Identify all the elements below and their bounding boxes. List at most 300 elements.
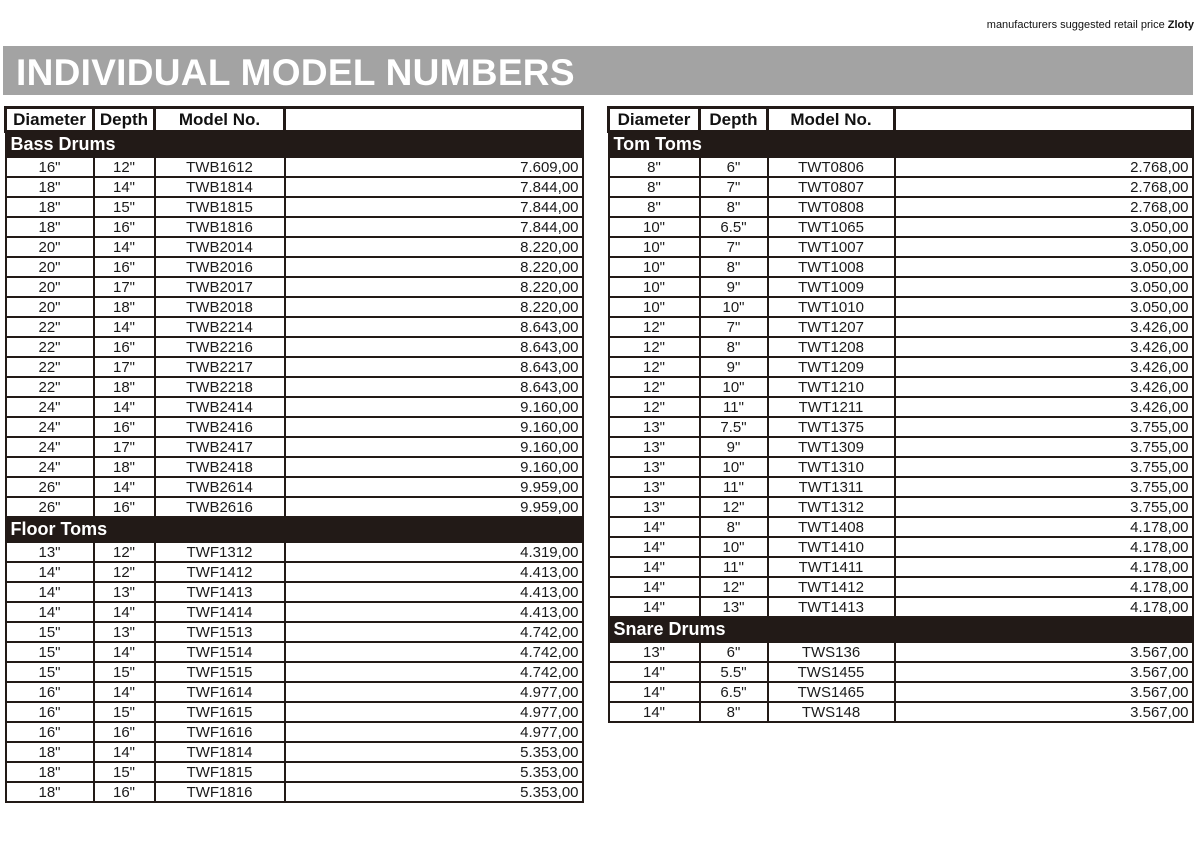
price-cell: 4.178,00	[895, 517, 1193, 537]
diameter-cell: 18"	[6, 782, 94, 802]
diameter-cell: 18"	[6, 742, 94, 762]
diameter-cell: 10"	[609, 237, 700, 257]
price-cell: 3.426,00	[895, 357, 1193, 377]
price-cell: 8.643,00	[285, 357, 583, 377]
price-cell: 4.178,00	[895, 597, 1193, 617]
header-row	[6, 108, 583, 132]
table-row	[609, 557, 1193, 577]
diameter-cell: 10"	[609, 257, 700, 277]
model-number-cell: TWB2216	[155, 337, 285, 357]
table-row	[609, 702, 1193, 722]
table-row	[6, 622, 583, 642]
price-cell: 5.353,00	[285, 782, 583, 802]
price-cell: 3.426,00	[895, 377, 1193, 397]
depth-cell: 7"	[700, 317, 768, 337]
depth-cell: 14"	[94, 642, 155, 662]
depth-cell: 6.5"	[700, 217, 768, 237]
price-cell: 3.567,00	[895, 702, 1193, 722]
model-number-cell: TWT1211	[768, 397, 895, 417]
table-row	[6, 217, 583, 237]
depth-cell: 11"	[700, 557, 768, 577]
price-cell: 3.050,00	[895, 217, 1193, 237]
diameter-cell: 18"	[6, 217, 94, 237]
model-number-cell: TWT1309	[768, 437, 895, 457]
depth-cell: 11"	[700, 397, 768, 417]
model-number-cell: TWB2616	[155, 497, 285, 517]
depth-cell: 8"	[700, 702, 768, 722]
model-number-cell: TWB1612	[155, 157, 285, 177]
depth-cell: 6.5"	[700, 682, 768, 702]
table-row	[6, 702, 583, 722]
depth-cell: 16"	[94, 782, 155, 802]
table-row	[6, 197, 583, 217]
model-number-cell: TWB2016	[155, 257, 285, 277]
price-cell: 7.609,00	[285, 157, 583, 177]
model-number-cell: TWB1816	[155, 217, 285, 237]
price-cell: 2.768,00	[895, 157, 1193, 177]
table-row	[6, 177, 583, 197]
model-number-cell: TWB2018	[155, 297, 285, 317]
depth-cell: 16"	[94, 337, 155, 357]
currency-label: Zloty	[1167, 19, 1194, 31]
depth-cell: 12"	[94, 542, 155, 562]
diameter-cell: 20"	[6, 257, 94, 277]
table-row	[6, 682, 583, 702]
diameter-cell: 14"	[609, 537, 700, 557]
section-header-row	[6, 517, 583, 542]
table-row	[6, 722, 583, 742]
price-cell: 3.755,00	[895, 457, 1193, 477]
table-row	[609, 662, 1193, 682]
price-cell: 4.977,00	[285, 722, 583, 742]
left-table-body	[6, 132, 583, 803]
table-row	[6, 277, 583, 297]
price-cell: 4.178,00	[895, 577, 1193, 597]
table-row	[609, 377, 1193, 397]
price-cell: 8.643,00	[285, 317, 583, 337]
price-header	[895, 108, 1193, 132]
depth-cell: 17"	[94, 437, 155, 457]
table-row	[6, 397, 583, 417]
diameter-cell: 14"	[609, 702, 700, 722]
price-cell: 8.220,00	[285, 297, 583, 317]
price-header	[285, 108, 583, 132]
diameter-cell: 13"	[609, 457, 700, 477]
table-row	[6, 582, 583, 602]
diameter-cell: 18"	[6, 762, 94, 782]
diameter-cell: 8"	[609, 197, 700, 217]
price-cell: 7.844,00	[285, 177, 583, 197]
depth-cell: 18"	[94, 297, 155, 317]
model-number-cell: TWF1514	[155, 642, 285, 662]
table-row	[609, 537, 1193, 557]
model-number-cell: TWT1412	[768, 577, 895, 597]
section-header-row	[609, 132, 1193, 158]
model-number-cell: TWT1375	[768, 417, 895, 437]
table-row	[609, 477, 1193, 497]
table-row	[6, 542, 583, 562]
price-cell: 7.844,00	[285, 197, 583, 217]
model-number-cell: TWB1814	[155, 177, 285, 197]
depth-cell: 9"	[700, 357, 768, 377]
table-row	[6, 642, 583, 662]
depth-cell: 17"	[94, 277, 155, 297]
depth-cell: 5.5"	[700, 662, 768, 682]
depth-cell: 8"	[700, 517, 768, 537]
model-number-cell: TWF1413	[155, 582, 285, 602]
table-row	[609, 597, 1193, 617]
table-row	[6, 297, 583, 317]
model-number-cell: TWB2614	[155, 477, 285, 497]
price-cell: 9.959,00	[285, 477, 583, 497]
price-cell: 3.755,00	[895, 477, 1193, 497]
depth-cell: 10"	[700, 537, 768, 557]
table-row	[6, 357, 583, 377]
price-cell: 3.755,00	[895, 417, 1193, 437]
model-number-cell: TWF1614	[155, 682, 285, 702]
model-number-cell: TWT1411	[768, 557, 895, 577]
diameter-cell: 16"	[6, 702, 94, 722]
model-number-cell: TWB2014	[155, 237, 285, 257]
depth-cell: 7"	[700, 237, 768, 257]
header-row	[609, 108, 1193, 132]
price-cell: 8.220,00	[285, 257, 583, 277]
table-row	[609, 497, 1193, 517]
depth-cell: 7"	[700, 177, 768, 197]
diameter-cell: 24"	[6, 457, 94, 477]
price-cell: 3.426,00	[895, 337, 1193, 357]
price-cell: 8.643,00	[285, 377, 583, 397]
depth-cell: 16"	[94, 417, 155, 437]
table-row	[609, 257, 1193, 277]
price-cell: 2.768,00	[895, 197, 1193, 217]
price-cell: 3.755,00	[895, 437, 1193, 457]
diameter-cell: 26"	[6, 477, 94, 497]
price-cell: 5.353,00	[285, 762, 583, 782]
diameter-cell: 13"	[6, 542, 94, 562]
model-number-cell: TWB2417	[155, 437, 285, 457]
depth-cell: 15"	[94, 762, 155, 782]
diameter-cell: 22"	[6, 377, 94, 397]
section-title: Tom Toms	[609, 132, 1193, 158]
price-cell: 4.178,00	[895, 557, 1193, 577]
table-row	[6, 417, 583, 437]
model-number-cell: TWB2017	[155, 277, 285, 297]
depth-cell: 7.5"	[700, 417, 768, 437]
depth-cell: 14"	[94, 477, 155, 497]
model-number-cell: TWS148	[768, 702, 895, 722]
model-number-cell: TWF1412	[155, 562, 285, 582]
depth-cell: 14"	[94, 397, 155, 417]
depth-cell: 9"	[700, 437, 768, 457]
model-number-cell: TWF1513	[155, 622, 285, 642]
depth-cell: 14"	[94, 177, 155, 197]
table-row	[6, 602, 583, 622]
price-cell: 9.160,00	[285, 397, 583, 417]
depth-cell: 15"	[94, 662, 155, 682]
diameter-cell: 13"	[609, 477, 700, 497]
model-number-cell: TWT1207	[768, 317, 895, 337]
table-row	[609, 317, 1193, 337]
depth-cell: 13"	[700, 597, 768, 617]
table-row	[609, 297, 1193, 317]
diameter-cell: 24"	[6, 397, 94, 417]
model-number-cell: TWT1413	[768, 597, 895, 617]
diameter-cell: 18"	[6, 177, 94, 197]
diameter-cell: 12"	[609, 337, 700, 357]
depth-cell: 12"	[94, 562, 155, 582]
model-number-cell: TWS1455	[768, 662, 895, 682]
model-number-cell: TWB2418	[155, 457, 285, 477]
model-number-cell: TWT1209	[768, 357, 895, 377]
section-header-row	[609, 617, 1193, 642]
model-number-cell: TWT1008	[768, 257, 895, 277]
model-number-cell: TWB2214	[155, 317, 285, 337]
depth-cell: 10"	[700, 457, 768, 477]
table-row	[6, 457, 583, 477]
table-row	[6, 157, 583, 177]
price-cell: 3.426,00	[895, 397, 1193, 417]
depth-cell: 15"	[94, 702, 155, 722]
model-number-cell: TWS136	[768, 642, 895, 662]
diameter-cell: 14"	[6, 582, 94, 602]
diameter-cell: 16"	[6, 682, 94, 702]
diameter-cell: 12"	[609, 357, 700, 377]
table-row	[609, 157, 1193, 177]
table-row	[609, 237, 1193, 257]
diameter-cell: 20"	[6, 297, 94, 317]
model-number-cell: TWT1311	[768, 477, 895, 497]
section-title: Snare Drums	[609, 617, 1193, 642]
model-number-cell: TWT1009	[768, 277, 895, 297]
price-cell: 8.643,00	[285, 337, 583, 357]
price-cell: 3.050,00	[895, 257, 1193, 277]
model-number-cell: TWF1414	[155, 602, 285, 622]
table-row	[6, 662, 583, 682]
table-row	[609, 277, 1193, 297]
diameter-cell: 14"	[609, 682, 700, 702]
depth-cell: 10"	[700, 297, 768, 317]
price-cell: 4.742,00	[285, 622, 583, 642]
title-banner	[3, 46, 1193, 95]
model-number-cell: TWT1312	[768, 497, 895, 517]
price-note-text: manufacturers suggested retail price	[986, 19, 1165, 31]
depth-cell: 12"	[700, 577, 768, 597]
diameter-cell: 14"	[609, 577, 700, 597]
price-table-left	[4, 106, 584, 803]
diameter-cell: 10"	[609, 297, 700, 317]
diameter-cell: 13"	[609, 497, 700, 517]
model-number-cell: TWT1310	[768, 457, 895, 477]
diameter-cell: 12"	[609, 317, 700, 337]
model-number-cell: TWF1616	[155, 722, 285, 742]
diameter-cell: 14"	[6, 602, 94, 622]
depth-cell: 16"	[94, 722, 155, 742]
price-cell: 4.742,00	[285, 662, 583, 682]
table-row	[6, 562, 583, 582]
model-number-cell: TWT1208	[768, 337, 895, 357]
table-row	[6, 762, 583, 782]
depth-cell: 17"	[94, 357, 155, 377]
model-header: Model No.	[768, 108, 895, 132]
depth-cell: 6"	[700, 157, 768, 177]
depth-header: Depth	[700, 108, 768, 132]
diameter-cell: 26"	[6, 497, 94, 517]
diameter-cell: 22"	[6, 337, 94, 357]
depth-cell: 14"	[94, 682, 155, 702]
price-cell: 4.178,00	[895, 537, 1193, 557]
depth-cell: 14"	[94, 317, 155, 337]
diameter-cell: 12"	[609, 377, 700, 397]
model-number-cell: TWB2218	[155, 377, 285, 397]
price-cell: 4.742,00	[285, 642, 583, 662]
price-cell: 4.413,00	[285, 602, 583, 622]
price-cell: 3.567,00	[895, 662, 1193, 682]
model-number-cell: TWB2414	[155, 397, 285, 417]
model-number-cell: TWT1408	[768, 517, 895, 537]
diameter-cell: 13"	[609, 417, 700, 437]
table-row	[609, 217, 1193, 237]
depth-cell: 8"	[700, 197, 768, 217]
depth-cell: 8"	[700, 257, 768, 277]
model-number-cell: TWF1816	[155, 782, 285, 802]
diameter-cell: 22"	[6, 317, 94, 337]
price-cell: 4.413,00	[285, 562, 583, 582]
table-row	[609, 357, 1193, 377]
price-cell: 3.050,00	[895, 237, 1193, 257]
depth-cell: 16"	[94, 497, 155, 517]
price-cell: 9.959,00	[285, 497, 583, 517]
diameter-cell: 24"	[6, 437, 94, 457]
table-row	[6, 782, 583, 802]
depth-cell: 15"	[94, 197, 155, 217]
price-note	[987, 19, 1194, 31]
depth-cell: 14"	[94, 237, 155, 257]
depth-cell: 10"	[700, 377, 768, 397]
price-cell: 5.353,00	[285, 742, 583, 762]
price-cell: 2.768,00	[895, 177, 1193, 197]
section-title: Bass Drums	[6, 132, 583, 158]
price-cell: 8.220,00	[285, 237, 583, 257]
table-row	[6, 377, 583, 397]
model-number-cell: TWT1065	[768, 217, 895, 237]
model-number-cell: TWB2416	[155, 417, 285, 437]
model-number-cell: TWT0808	[768, 197, 895, 217]
price-cell: 3.567,00	[895, 642, 1193, 662]
table-row	[609, 457, 1193, 477]
page-title: INDIVIDUAL MODEL NUMBERS	[16, 52, 575, 93]
model-number-cell: TWF1814	[155, 742, 285, 762]
price-cell: 4.977,00	[285, 702, 583, 722]
table-row	[6, 257, 583, 277]
price-cell: 3.755,00	[895, 497, 1193, 517]
diameter-cell: 10"	[609, 217, 700, 237]
depth-cell: 16"	[94, 217, 155, 237]
diameter-cell: 8"	[609, 177, 700, 197]
table-row	[609, 397, 1193, 417]
table-row	[6, 437, 583, 457]
diameter-cell: 14"	[609, 517, 700, 537]
model-number-cell: TWT0806	[768, 157, 895, 177]
depth-header: Depth	[94, 108, 155, 132]
diameter-header: Diameter	[6, 108, 94, 132]
diameter-cell: 12"	[609, 397, 700, 417]
model-number-cell: TWF1312	[155, 542, 285, 562]
price-cell: 3.050,00	[895, 277, 1193, 297]
model-number-cell: TWB1815	[155, 197, 285, 217]
model-number-cell: TWT1007	[768, 237, 895, 257]
diameter-cell: 16"	[6, 722, 94, 742]
model-number-cell: TWF1815	[155, 762, 285, 782]
diameter-cell: 14"	[609, 597, 700, 617]
diameter-cell: 22"	[6, 357, 94, 377]
depth-cell: 16"	[94, 257, 155, 277]
price-cell: 4.413,00	[285, 582, 583, 602]
depth-cell: 9"	[700, 277, 768, 297]
section-header-row	[6, 132, 583, 158]
right-table-body	[609, 132, 1193, 723]
depth-cell: 12"	[94, 157, 155, 177]
diameter-cell: 16"	[6, 157, 94, 177]
price-cell: 9.160,00	[285, 457, 583, 477]
model-number-cell: TWB2217	[155, 357, 285, 377]
diameter-cell: 18"	[6, 197, 94, 217]
table-row	[609, 177, 1193, 197]
depth-cell: 13"	[94, 582, 155, 602]
table-row	[6, 337, 583, 357]
model-number-cell: TWT0807	[768, 177, 895, 197]
diameter-cell: 10"	[609, 277, 700, 297]
table-row	[609, 437, 1193, 457]
diameter-cell: 14"	[609, 557, 700, 577]
price-cell: 8.220,00	[285, 277, 583, 297]
price-cell: 9.160,00	[285, 417, 583, 437]
price-cell: 3.426,00	[895, 317, 1193, 337]
table-row	[6, 477, 583, 497]
table-row	[609, 337, 1193, 357]
depth-cell: 18"	[94, 457, 155, 477]
model-number-cell: TWS1465	[768, 682, 895, 702]
diameter-cell: 15"	[6, 622, 94, 642]
depth-cell: 18"	[94, 377, 155, 397]
price-cell: 7.844,00	[285, 217, 583, 237]
model-number-cell: TWT1410	[768, 537, 895, 557]
model-number-cell: TWF1615	[155, 702, 285, 722]
price-cell: 4.319,00	[285, 542, 583, 562]
price-cell: 3.050,00	[895, 297, 1193, 317]
diameter-cell: 13"	[609, 642, 700, 662]
table-row	[6, 497, 583, 517]
diameter-cell: 24"	[6, 417, 94, 437]
diameter-cell: 8"	[609, 157, 700, 177]
diameter-cell: 15"	[6, 642, 94, 662]
table-row	[609, 642, 1193, 662]
depth-cell: 8"	[700, 337, 768, 357]
table-row	[609, 517, 1193, 537]
diameter-cell: 13"	[609, 437, 700, 457]
table-row	[609, 682, 1193, 702]
table-row	[609, 417, 1193, 437]
diameter-cell: 14"	[6, 562, 94, 582]
depth-cell: 14"	[94, 742, 155, 762]
table-row	[6, 742, 583, 762]
table-row	[609, 197, 1193, 217]
depth-cell: 14"	[94, 602, 155, 622]
model-header: Model No.	[155, 108, 285, 132]
diameter-header: Diameter	[609, 108, 700, 132]
section-title: Floor Toms	[6, 517, 583, 542]
diameter-cell: 20"	[6, 277, 94, 297]
